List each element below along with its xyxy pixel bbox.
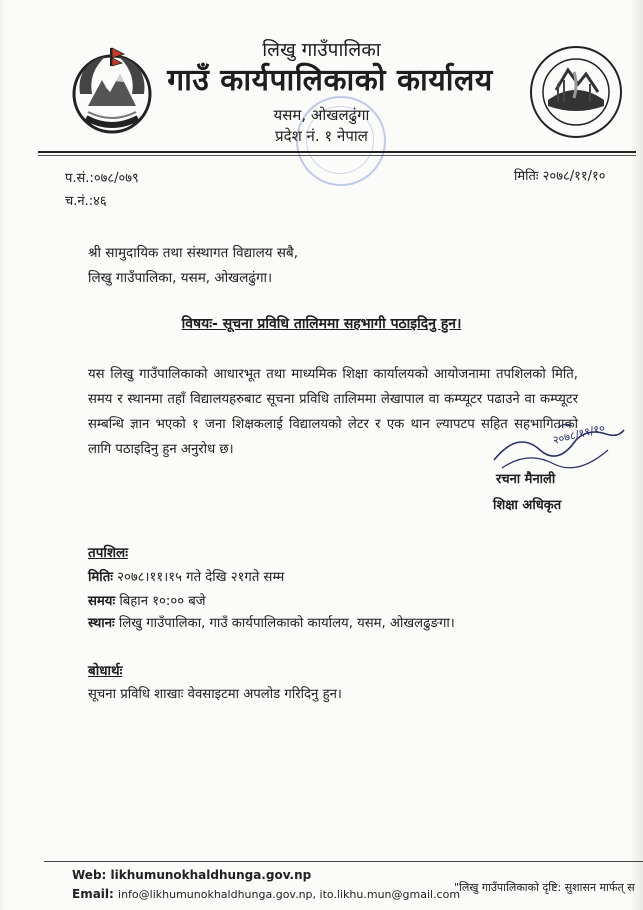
details-date-row (88, 567, 284, 585)
details-time-value: बिहान १०:०० बजे (119, 594, 206, 609)
addressee-line-2: लिखु गाउँपालिका, यसम, ओखलढुंगा। (88, 270, 273, 286)
details-place-row (88, 613, 455, 631)
header-divider-thin (38, 155, 636, 156)
letter-body: यस लिखु गाउँपालिकाको आधारभूत तथा माध्यमिक शिक्षा कार्यालयको आयोजनामा तपशिलको मिति, समय र स्थानमा तहाँ विद्यालयहरुबाट सूचना प्रविधि तालिममा लेखापाल वा कम्प्यूटर पढाउने वा कम्प्यूटर सम्बन्धि ज्ञान भएको १ जना शिक्षकलाई विद्यालयको लेटर र एक थान ल्यापटप सहित सहभागिताको लागि पठाइदिनु हुन अनुरोध छ। (88, 367, 578, 457)
details-date-value: २०७८।११।१५ गते देखि २१गते सम्म (117, 570, 285, 585)
details-place-value: लिखु गाउँपालिका, गाउँ कार्यपालिकाको कार्यालय, यसम, ओखलढुङगा। (118, 616, 455, 631)
details-time-row (88, 591, 206, 609)
letter-dispatch-number: च.नं.:४६ (65, 194, 107, 209)
cc-line: सूचना प्रविधि शाखाः वेवसाइटमा अपलोड गरिदिनु हुन। (88, 687, 342, 702)
letter-date: मितिः २०७८/११/१० (514, 169, 606, 184)
cc-heading: बोधार्थः (88, 663, 123, 679)
footer-email-link[interactable]: info@likhumunokhaldhunga.gov.np, ito.likhu.mun@gmail.com (118, 888, 461, 901)
header-location: यसम, ओखलढुंगा (273, 106, 370, 124)
signatory-title: शिक्षा अधिकृत (493, 498, 562, 513)
addressee-line-1: श्री सामुदायिक तथा संस्थागत विद्यालय सबै, (88, 245, 299, 261)
details-place-label: स्थानः (88, 616, 115, 631)
footer-divider (44, 861, 643, 862)
details-time-label: समयः (88, 594, 116, 609)
letter-reference-number: प.सं.:०७८/०७९ (65, 171, 139, 186)
signatory-name: रचना मैनाली (496, 472, 556, 487)
footer-web-label: Web: (72, 868, 107, 882)
header-divider (38, 151, 636, 153)
header-province: प्रदेश नं. १ नेपाल (275, 127, 368, 145)
footer-web-link[interactable]: likhumunokhaldhunga.gov.np (110, 868, 312, 882)
footer-email (72, 887, 460, 901)
letter-subject: विषयः- सूचना प्रविधि तालिममा सहभागी पठाइदिनु हुन। (181, 316, 462, 332)
footer-slogan: "लिखु गाउँपालिकाको दृष्टि: सुशासन मार्फत् स (454, 881, 635, 894)
signature-date-scribble: २०७८/११/१० (551, 421, 607, 447)
details-date-label: मितिः (88, 570, 113, 585)
footer-email-label: Email: (72, 887, 114, 901)
footer-website (72, 868, 311, 882)
details-heading: तपशिलः (88, 545, 128, 561)
header-office-name: गाउँ कार्यपालिकाको कार्यालय (167, 63, 493, 98)
header-municipality-name: लिखु गाउँपालिका (262, 39, 381, 61)
